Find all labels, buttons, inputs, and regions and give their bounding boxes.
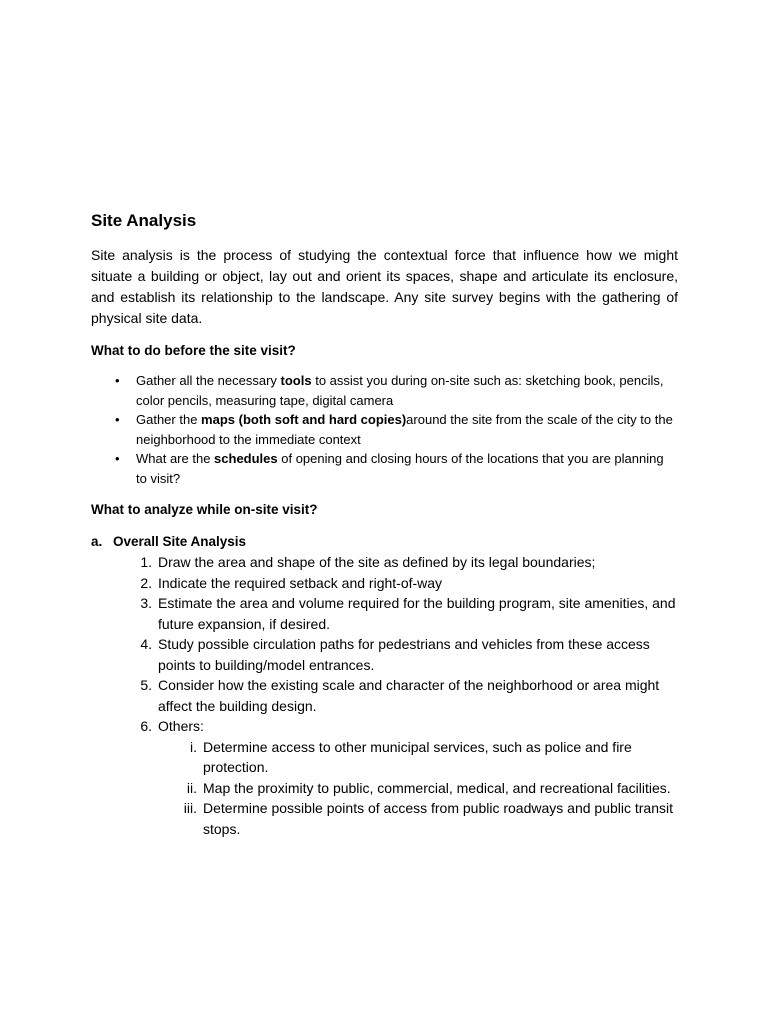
on-site-heading: What to analyze while on-site visit? bbox=[91, 502, 318, 517]
list-item-number: 2. bbox=[140, 574, 152, 591]
list-item bbox=[140, 716, 678, 839]
list-item-number: 5. bbox=[140, 677, 152, 693]
document-body bbox=[91, 209, 678, 839]
list-item bbox=[115, 410, 678, 449]
list-item-text: What are the bbox=[136, 451, 215, 466]
list-item-emphasis: maps (both soft and hard copies) bbox=[201, 412, 407, 427]
list-item-text: around the site from the scale of the city to the neighborhood to the immediate context bbox=[136, 412, 673, 447]
sub-heading-title: Overall Site Analysis bbox=[113, 534, 247, 549]
overall-site-analysis-heading bbox=[91, 532, 678, 552]
list-item bbox=[115, 449, 678, 488]
list-item bbox=[140, 552, 678, 573]
list-item-text: Estimate the area and volume required for the building program, site amenities, and future expansion, if desired. bbox=[158, 595, 676, 632]
sub-heading-marker: a. bbox=[91, 534, 103, 549]
list-item-emphasis: tools bbox=[280, 373, 312, 388]
list-item-number: ii. bbox=[186, 779, 197, 796]
before-visit-list bbox=[91, 371, 678, 488]
list-item-text: Draw the area and shape of the site as defined by its legal boundaries; bbox=[158, 554, 596, 570]
before-visit-heading: What to do before the site visit? bbox=[91, 343, 296, 358]
list-item bbox=[183, 798, 678, 839]
list-item bbox=[140, 675, 678, 716]
list-item bbox=[190, 737, 678, 778]
document-title: Site Analysis bbox=[91, 211, 197, 230]
list-item-text: Consider how the existing scale and character of the neighborhood or area might affect the building design. bbox=[158, 677, 660, 714]
list-item bbox=[115, 371, 678, 410]
bullet-icon: • bbox=[115, 412, 120, 427]
list-item bbox=[186, 778, 678, 799]
list-item bbox=[140, 634, 678, 675]
list-item-text: Determine access to other municipal services, such as police and fire protection. bbox=[203, 738, 632, 775]
bullet-icon: • bbox=[115, 451, 120, 466]
list-item-text: Map the proximity to public, commercial, medical, and recreational facilities. bbox=[203, 779, 671, 796]
overall-site-analysis-list bbox=[91, 552, 678, 839]
list-item-text: Gather the bbox=[136, 412, 202, 427]
list-item-number: i. bbox=[190, 738, 197, 755]
list-item bbox=[140, 573, 678, 594]
list-item-text: Others: bbox=[158, 718, 204, 734]
list-item bbox=[140, 593, 678, 634]
others-list bbox=[158, 737, 678, 840]
list-item-text: Gather all the necessary bbox=[136, 373, 281, 388]
list-item-number: 4. bbox=[140, 636, 152, 652]
intro-paragraph: Site analysis is the process of studying the contextual force that influence how we might situate a building or object, lay out and orient its spaces, shape and articulate its enclosure, and establish its relationship to the landscape. Any site survey begins with the gathering of physical site data. bbox=[91, 247, 678, 326]
list-item-number: 6. bbox=[140, 718, 152, 734]
list-item-text: of opening and closing hours of the locations that you are planning to visit? bbox=[136, 451, 664, 486]
list-item-text: Indicate the required setback and right-of-way bbox=[158, 574, 443, 591]
list-item-text: Study possible circulation paths for pedestrians and vehicles from these access points to building/model entrances. bbox=[158, 636, 650, 673]
list-item-number: iii. bbox=[183, 800, 197, 816]
list-item-number: 1. bbox=[140, 554, 152, 570]
list-item-number: 3. bbox=[140, 595, 152, 611]
list-item-text: Determine possible points of access from public roadways and public transit stops. bbox=[203, 800, 674, 837]
list-item-emphasis: schedules bbox=[214, 451, 278, 466]
list-item-text: to assist you during on-site such as: sketching book, pencils, color pencils, measuring tape, digital camera bbox=[136, 373, 664, 408]
bullet-icon: • bbox=[115, 373, 120, 388]
